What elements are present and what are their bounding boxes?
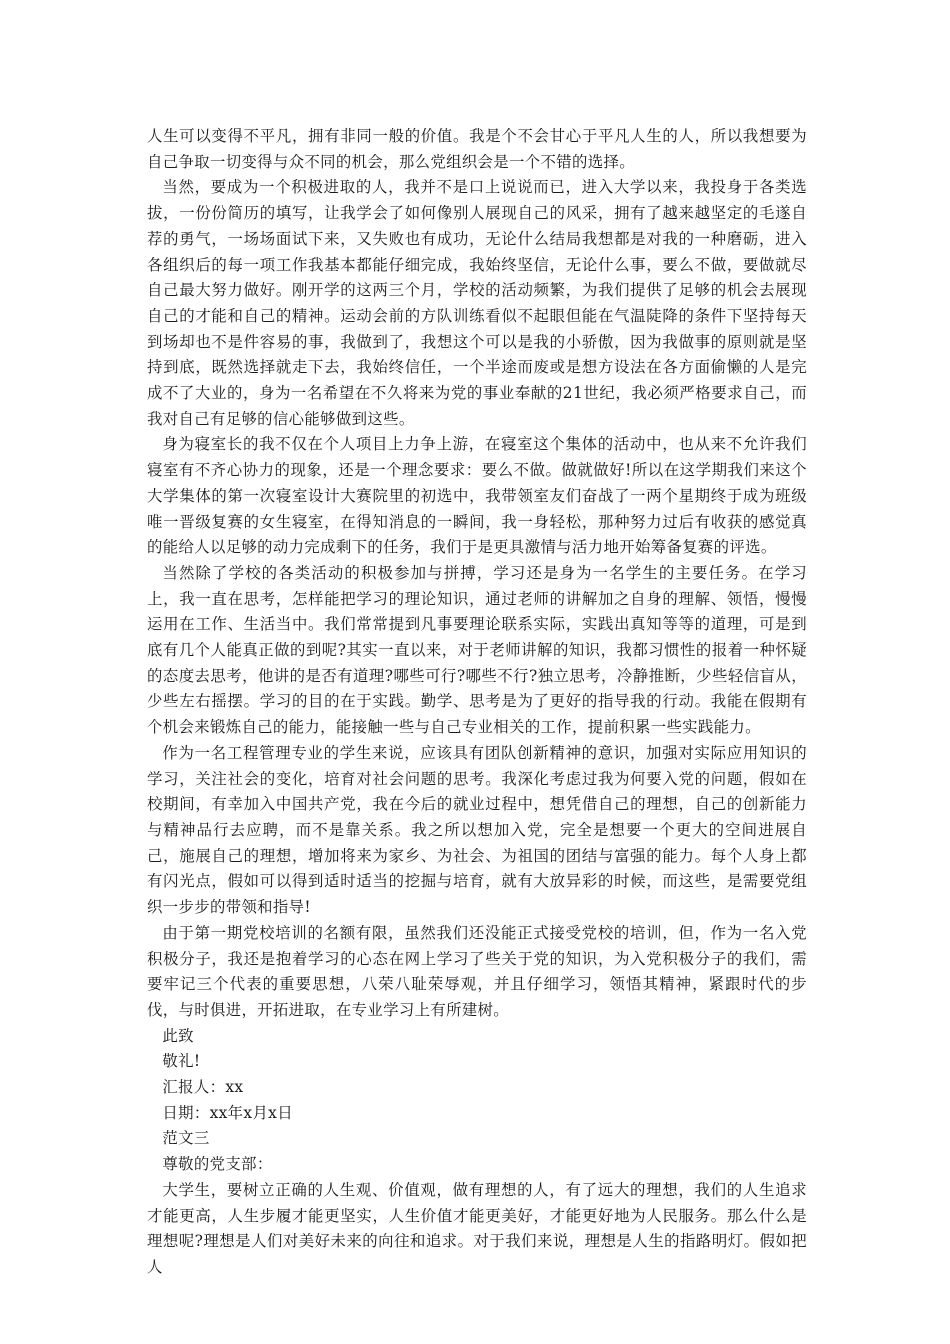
paragraph: 人生可以变得不平凡，拥有非同一般的价值。我是个不会甘心于平凡人生的人，所以我想要为自己争取一切变得与众不同的机会，那么党组织会是一个不错的选择。	[147, 127, 807, 171]
paragraph: 当然，要成为一个积极进取的人，我并不是口上说说而已，进入大学以来，我投身于各类选拔，一份份简历的填写，让我学会了如何像别人展现自己的风采，拥有了越来越坚定的毛遂自荐的勇气，一场场面试下来，又失败也有成功，无论什么结局我想都是对我的一种磨砺，进入各组织后的每一项工作我基本都能仔细完成，我始终坚信，无论什么事，要么不做，要做就尽自己最大努力做好。刚开学的这两三个月，学校的活动频繁，为我们提供了足够的机会去展现自己的才能和自己的精神。运动会前的方队训练看似不起眼但能在气温陡降的条件下坚持每天到场却也不是件容易的事，我做到了，我想这个可以是我的小骄傲，因为我做事的原则就是坚持到底，既然选择就走下去，我始终信任，一个半途而废或是想方设法在各方面偷懒的人是完成不了大业的，身为一名希望在不久将来为党的事业奉献的21世纪，我必须严格要求自己，而我对自己有足够的信心能够做到这些。	[147, 178, 807, 428]
paragraph: 当然除了学校的各类活动的积极参加与拼搏，学习还是身为一名学生的主要任务。在学习上，我一直在思考，怎样能把学习的理论知识，通过老师的讲解加之自身的理解、领悟，慢慢运用在工作、生活当中。我们常常提到凡事要理论联系实际，实践出真知等等的道理，可是到底有几个人能真正做的到呢?其实一直以来，对于老师讲解的知识，我都习惯性的报着一种怀疑的态度去思考，他讲的是否有道理?哪些可行?哪些不行?独立思考，冷静推断，少些轻信盲从，少些左右摇摆。学习的目的在于实践。勤学、思考是为了更好的指导我的行动。我能在假期有个机会来锻炼自己的能力，能接触一些与自己专业相关的工作，提前积累一些实践能力。	[147, 563, 807, 737]
salutation-line: 敬礼!	[162, 1052, 201, 1071]
section-heading: 范文三	[162, 1129, 210, 1148]
paragraph: 作为一名工程管理专业的学生来说，应该具有团队创新精神的意识，加强对实际应用知识的学习，关注社会的变化，培育对社会问题的思考。我深化考虑过我为何要入党的问题，假如在校期间，有幸加入中国共产党，我在今后的就业过程中，想凭借自己的理想，自己的创新能力与精神品行去应聘，而不是靠关系。我之所以想加入党，完全是想要一个更大的空间进展自己，施展自己的理想，增加将来为家乡、为社会、为祖国的团结与富强的能力。每个人身上都有闪光点，假如可以得到适时适当的挖掘与培育，就有大放异彩的时候，而这些，是需要党组织一步步的带领和指导!	[147, 743, 807, 917]
paragraph: 身为寝室长的我不仅在个人项目上力争上游，在寝室这个集体的活动中，也从来不允许我们寝室有不齐心协力的现象，还是一个理念要求：要么不做。做就做好!所以在这学期我们来这个大学集体的第一次寝室设计大赛院里的初选中，我带领室友们奋战了一两个星期终于成为班级唯一晋级复赛的女生寝室，在得知消息的一瞬间，我一身轻松，那种努力过后有收获的感觉真的能给人以足够的动力完成剩下的任务，我们于是更具激情与活力地开始筹备复赛的评选。	[147, 435, 807, 557]
paragraph: 大学生，要树立正确的人生观、价值观，做有理想的人，有了远大的理想，我们的人生追求才能更高，人生步履才能更坚实，人生价值才能更美好，才能更好地为人民服务。那么什么是理想呢?理想是人们对美好未来的向往和追求。对于我们来说，理想是人生的指路明灯。假如把人	[147, 1180, 807, 1276]
reporter-line: 汇报人：xx	[162, 1078, 244, 1097]
addressee-line: 尊敬的党支部：	[162, 1155, 273, 1174]
date-line: 日期：xx年x月x日	[162, 1103, 293, 1122]
paragraph: 由于第一期党校培训的名额有限，虽然我们还没能正式接受党校的培训，但，作为一名入党积极分子，我还是抱着学习的心态在网上学习了些关于党的知识，为入党积极分子的我们，需要牢记三个代表的重要思想，八荣八耻荣辱观，并且仔细学习，领悟其精神，紧跟时代的步伐，与时俱进，开拓进取，在专业学习上有所建树。	[147, 923, 807, 1019]
document-body	[147, 124, 807, 1281]
closing-line: 此致	[162, 1026, 194, 1045]
